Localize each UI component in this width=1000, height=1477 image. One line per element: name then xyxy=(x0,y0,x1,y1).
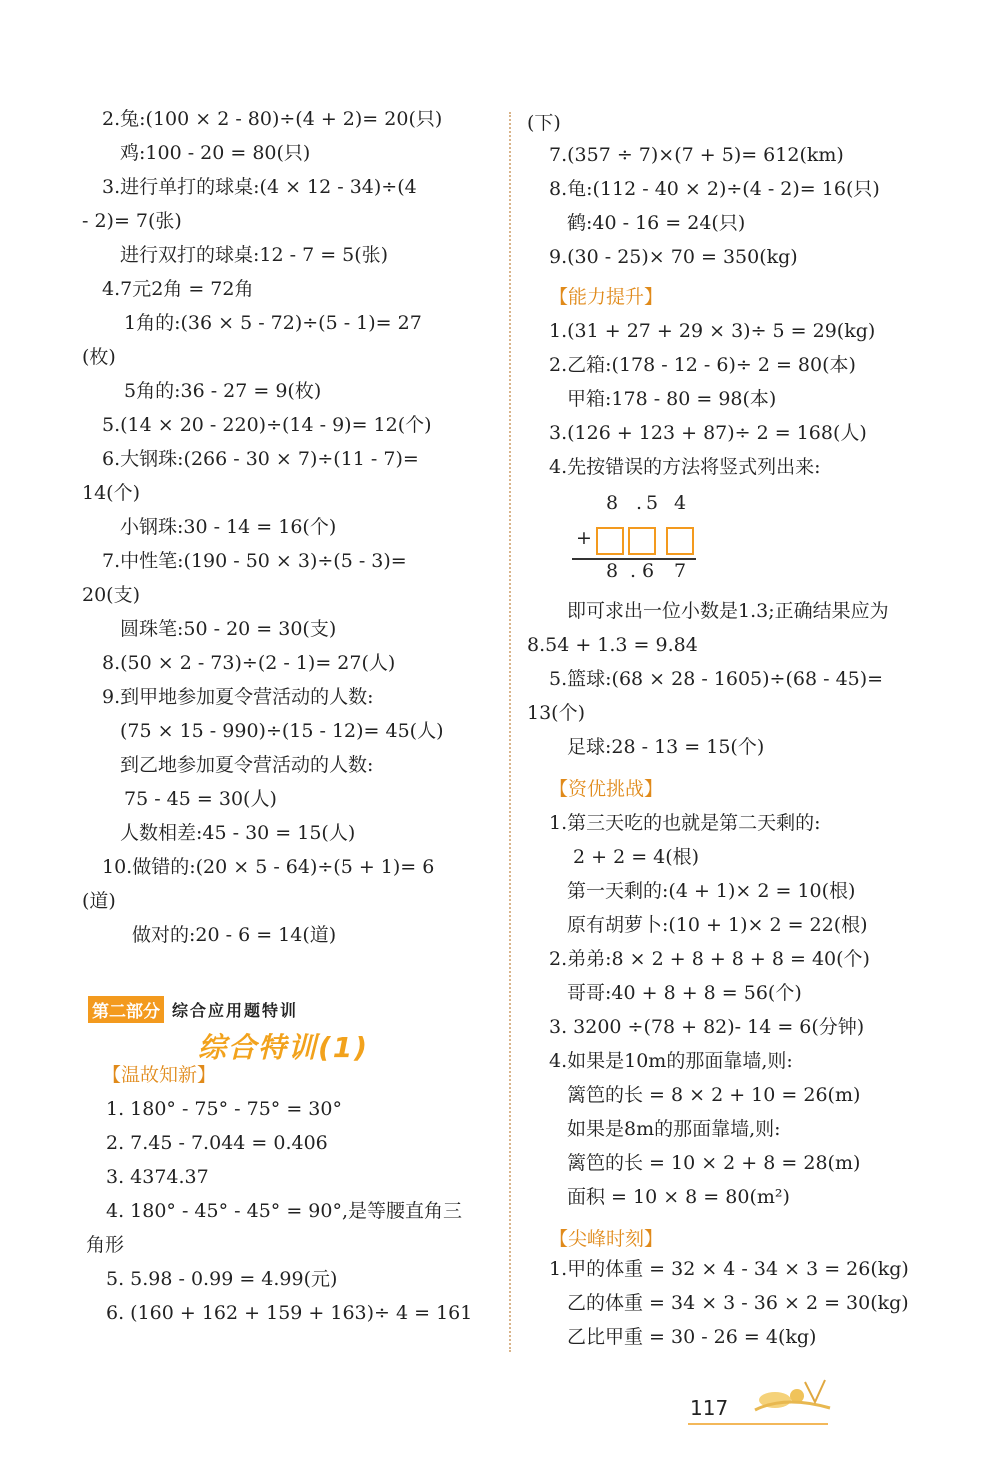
answer-line: 8.54 + 1.3 = 9.84 xyxy=(527,634,698,656)
answer-line: 足球:28 - 13 = 15(个) xyxy=(567,736,765,758)
calc-digit: 5 xyxy=(646,492,659,514)
answer-line: - 2)= 7(张) xyxy=(82,210,182,232)
section-heading: 【尖峰时刻】 xyxy=(549,1228,664,1250)
blank-box xyxy=(666,527,694,555)
answer-line: 6.大钢珠:(266 - 30 × 7)÷(11 - 7)= xyxy=(102,448,419,470)
answer-line: 8.(50 × 2 - 73)÷(2 - 1)= 27(人) xyxy=(102,652,396,674)
answer-line: 10.做错的:(20 × 5 - 64)÷(5 + 1)= 6 xyxy=(102,856,435,878)
answer-line: 4. 180° - 45° - 45° = 90°,是等腰直角三 xyxy=(106,1200,462,1222)
answer-line: 到乙地参加夏令营活动的人数: xyxy=(120,754,374,776)
answer-line: 3. 4374.37 xyxy=(106,1166,209,1188)
calc-digit: 6 xyxy=(642,560,655,582)
answer-line: 第一天剩的:(4 + 1)× 2 = 10(根) xyxy=(567,880,856,902)
answer-line: 75 - 45 = 30(人) xyxy=(124,788,277,810)
answer-line: 4.如果是10m的那面靠墙,则: xyxy=(549,1050,793,1072)
calc-digit: 8 xyxy=(606,492,619,514)
answer-line: 8.龟:(112 - 40 × 2)÷(4 - 2)= 16(只) xyxy=(549,178,880,200)
calc-digit: . xyxy=(636,492,643,514)
answer-line: 甲箱:178 - 80 = 98(本) xyxy=(567,388,777,410)
answer-line: 5角的:36 - 27 = 9(枚) xyxy=(124,380,322,402)
answer-line: (下) xyxy=(527,112,561,134)
answer-line: 5. 5.98 - 0.99 = 4.99(元) xyxy=(106,1268,338,1290)
answer-line: 3.(126 + 123 + 87)÷ 2 = 168(人) xyxy=(549,422,867,444)
answer-line: 5.(14 × 20 - 220)÷(14 - 9)= 12(个) xyxy=(102,414,432,436)
answer-line: 如果是8m的那面靠墙,则: xyxy=(567,1118,781,1140)
answer-line: 4.7元2角 = 72角 xyxy=(102,278,254,300)
answer-line: 13(个) xyxy=(527,702,586,724)
answer-line: (枚) xyxy=(82,346,116,368)
answer-line: 1. 180° - 75° - 75° = 30° xyxy=(106,1098,342,1120)
answer-line: 小钢珠:30 - 14 = 16(个) xyxy=(120,516,337,538)
answer-line: 鸡:100 - 20 = 80(只) xyxy=(120,142,311,164)
blank-box xyxy=(596,527,624,555)
answer-line: 鹤:40 - 16 = 24(只) xyxy=(567,212,746,234)
calc-digit: 8 xyxy=(606,560,619,582)
answer-line: 篱笆的长 = 10 × 2 + 8 = 28(m) xyxy=(567,1152,861,1174)
answer-line: 14(个) xyxy=(82,482,141,504)
answer-line: 篱笆的长 = 8 × 2 + 10 = 26(m) xyxy=(567,1084,861,1106)
answer-line: 2.兔:(100 × 2 - 80)÷(4 + 2)= 20(只) xyxy=(102,108,443,130)
answer-line: 面积 = 10 × 8 = 80(m²) xyxy=(567,1186,790,1208)
page-number: 117 xyxy=(690,1396,729,1420)
answer-line: 哥哥:40 + 8 + 8 = 56(个) xyxy=(567,982,802,1004)
answer-line: 3. 3200 ÷(78 + 82)- 14 = 6(分钟) xyxy=(549,1016,865,1038)
section-heading: 【温故知新】 xyxy=(102,1064,217,1086)
blank-box xyxy=(628,527,656,555)
section-title: 综合特训(1) xyxy=(198,1031,370,1064)
part-header xyxy=(88,996,298,1022)
calc-digit: 4 xyxy=(674,492,687,514)
answer-line: 乙比甲重 = 30 - 26 = 4(kg) xyxy=(567,1326,817,1348)
answer-line: 6. (160 + 162 + 159 + 163)÷ 4 = 161 xyxy=(106,1302,473,1324)
answer-line: 7.中性笔:(190 - 50 × 3)÷(5 - 3)= xyxy=(102,550,407,572)
footer-decoration-icon xyxy=(735,1370,845,1430)
answer-line: (道) xyxy=(82,890,116,912)
answer-line: 9.(30 - 25)× 70 = 350(kg) xyxy=(549,246,798,268)
section-heading: 【能力提升】 xyxy=(549,286,664,308)
plus-sign: + xyxy=(576,527,592,549)
answer-line: 圆珠笔:50 - 20 = 30(支) xyxy=(120,618,337,640)
answer-line: 1.第三天吃的也就是第二天剩的: xyxy=(549,812,821,834)
answer-line: 5.篮球:(68 × 28 - 1605)÷(68 - 45)= xyxy=(549,668,884,690)
answer-line: 原有胡萝卜:(10 + 1)× 2 = 22(根) xyxy=(567,914,868,936)
vertical-addition xyxy=(570,492,710,592)
answer-line: 1.(31 + 27 + 29 × 3)÷ 5 = 29(kg) xyxy=(549,320,876,342)
calc-digit: 7 xyxy=(674,560,687,582)
answer-line: 3.进行单打的球桌:(4 × 12 - 34)÷(4 xyxy=(102,176,417,198)
answer-line: 2.弟弟:8 × 2 + 8 + 8 + 8 = 40(个) xyxy=(549,948,870,970)
answer-line: 做对的:20 - 6 = 14(道) xyxy=(132,924,337,946)
part-title: 综合应用题特训 xyxy=(172,1000,299,1020)
answer-line: 9.到甲地参加夏令营活动的人数: xyxy=(102,686,374,708)
answer-line: 进行双打的球桌:12 - 7 = 5(张) xyxy=(120,244,389,266)
answer-line: 20(支) xyxy=(82,584,141,606)
column-divider xyxy=(509,112,511,1352)
answer-line: 1角的:(36 × 5 - 72)÷(5 - 1)= 27 xyxy=(124,312,422,334)
answer-line: 2. 7.45 - 7.044 = 0.406 xyxy=(106,1132,328,1154)
answer-line: 7.(357 ÷ 7)×(7 + 5)= 612(km) xyxy=(549,144,844,166)
answer-line: (75 × 15 - 990)÷(15 - 12)= 45(人) xyxy=(120,720,444,742)
answer-line: 角形 xyxy=(86,1234,125,1256)
answer-line: 乙的体重 = 34 × 3 - 36 × 2 = 30(kg) xyxy=(567,1292,909,1314)
section-heading: 【资优挑战】 xyxy=(549,778,664,800)
answer-line: 1.甲的体重 = 32 × 4 - 34 × 3 = 26(kg) xyxy=(549,1258,909,1280)
answer-line: 2 + 2 = 4(根) xyxy=(573,846,700,868)
answer-line: 即可求出一位小数是1.3;正确结果应为 xyxy=(567,600,889,622)
answer-line: 人数相差:45 - 30 = 15(人) xyxy=(120,822,356,844)
answer-line: 2.乙箱:(178 - 12 - 6)÷ 2 = 80(本) xyxy=(549,354,856,376)
calc-digit: . xyxy=(630,560,637,582)
answer-line: 4.先按错误的方法将竖式列出来: xyxy=(549,456,821,478)
part-badge: 第二部分 xyxy=(88,996,164,1023)
